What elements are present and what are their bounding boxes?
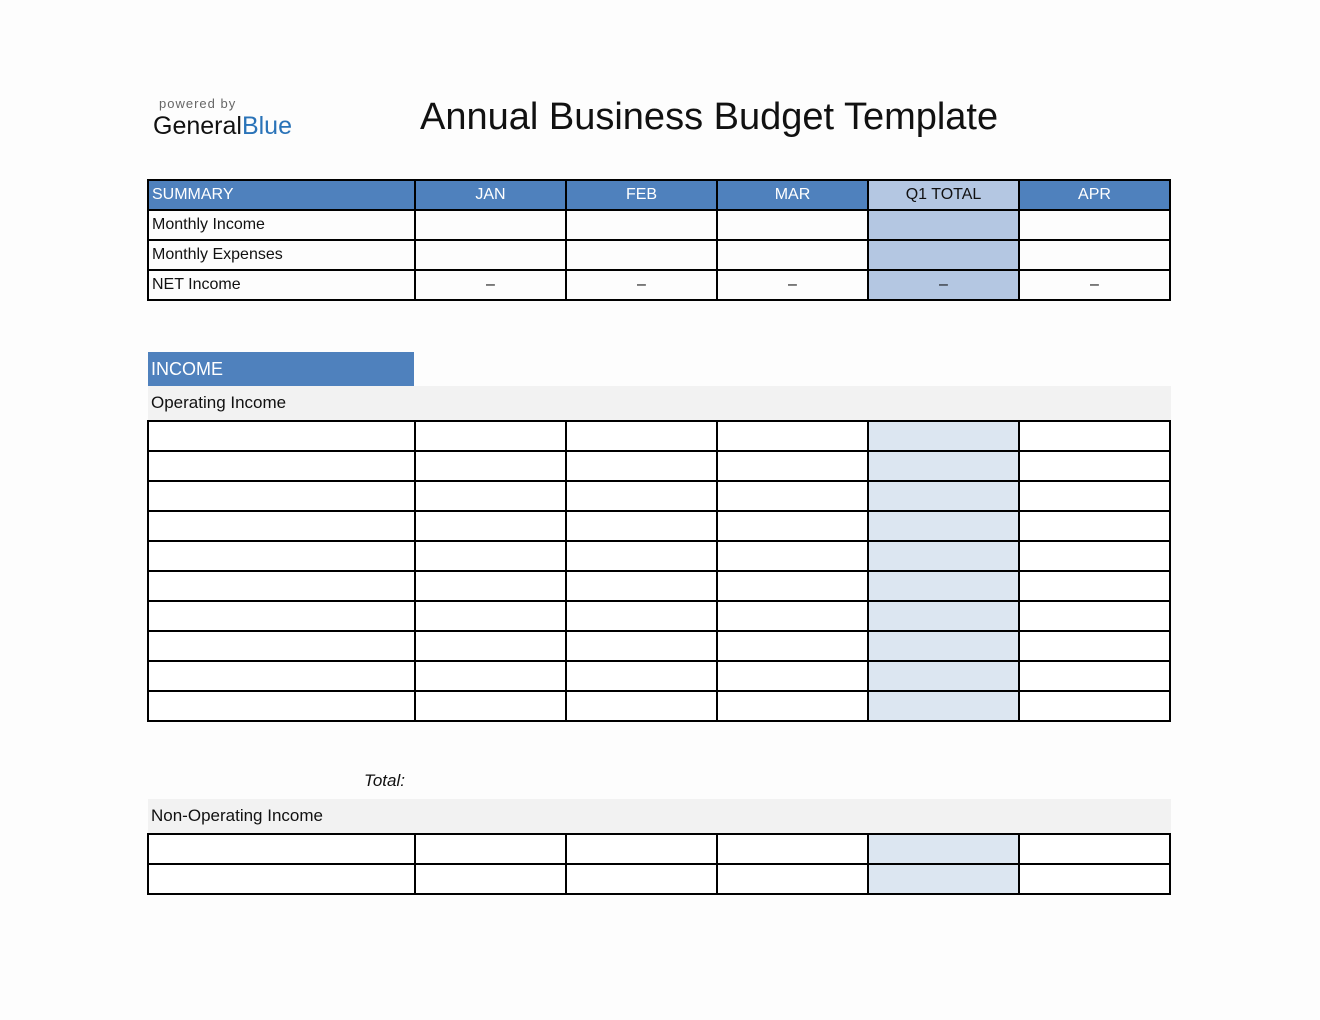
cell-q1-total[interactable]: – [868,270,1019,300]
cell-mar[interactable] [717,601,868,631]
summary-row-monthly-income [148,210,1170,240]
cell-feb[interactable] [566,240,717,270]
cell-apr[interactable] [1019,210,1170,240]
cell-feb[interactable] [566,661,717,691]
cell-jan[interactable] [415,864,566,894]
table-row [148,691,1170,721]
row-label-cell[interactable] [148,691,415,721]
cell-jan[interactable] [415,481,566,511]
cell-feb[interactable] [566,691,717,721]
cell-q1-total[interactable] [868,601,1019,631]
cell-mar[interactable] [717,571,868,601]
brand-general: General [153,112,242,140]
cell-jan[interactable] [415,661,566,691]
header-jan: JAN [415,180,566,210]
cell-mar[interactable]: – [717,270,868,300]
cell-mar[interactable] [717,511,868,541]
cell-q1-total[interactable] [868,571,1019,601]
cell-feb[interactable] [566,481,717,511]
cell-apr[interactable] [1019,541,1170,571]
cell-q1-total[interactable] [868,421,1019,451]
cell-mar[interactable] [717,864,868,894]
summary-table [147,179,1171,301]
table-row [148,571,1170,601]
table-row [148,834,1170,864]
cell-q1-total[interactable] [868,631,1019,661]
cell-mar[interactable] [717,631,868,661]
cell-feb[interactable] [566,210,717,240]
page-title: Annual Business Budget Template [420,96,999,138]
cell-apr[interactable] [1019,601,1170,631]
cell-mar[interactable] [717,421,868,451]
cell-jan[interactable] [415,631,566,661]
cell-jan[interactable] [415,421,566,451]
summary-header: SUMMARY [148,180,415,210]
table-row [148,541,1170,571]
cell-apr[interactable]: – [1019,270,1170,300]
cell-mar[interactable] [717,210,868,240]
non-operating-income-label: Non-Operating Income [148,799,1171,833]
cell-q1-total[interactable] [868,451,1019,481]
table-row [148,421,1170,451]
cell-feb[interactable]: – [566,270,717,300]
cell-apr[interactable] [1019,661,1170,691]
cell-feb[interactable] [566,834,717,864]
cell-feb[interactable] [566,631,717,661]
cell-mar[interactable] [717,481,868,511]
table-row [148,481,1170,511]
cell-mar[interactable] [717,240,868,270]
row-label-cell[interactable] [148,571,415,601]
row-label-cell[interactable] [148,601,415,631]
cell-apr[interactable] [1019,571,1170,601]
cell-jan[interactable]: – [415,270,566,300]
row-label-cell[interactable] [148,864,415,894]
cell-q1-total[interactable] [868,541,1019,571]
operating-income-label: Operating Income [148,386,1171,420]
row-label-cell[interactable] [148,511,415,541]
cell-feb[interactable] [566,571,717,601]
cell-feb[interactable] [566,601,717,631]
cell-mar[interactable] [717,451,868,481]
header-mar: MAR [717,180,868,210]
cell-feb[interactable] [566,511,717,541]
cell-jan[interactable] [415,541,566,571]
row-label: Monthly Expenses [148,240,415,270]
header-q1-total: Q1 TOTAL [868,180,1019,210]
cell-feb[interactable] [566,421,717,451]
table-row [148,864,1170,894]
cell-apr[interactable] [1019,451,1170,481]
cell-q1-total[interactable] [868,240,1019,270]
cell-q1-total[interactable] [868,210,1019,240]
cell-apr[interactable] [1019,421,1170,451]
summary-row-monthly-expenses [148,240,1170,270]
brand-name [153,111,292,141]
cell-q1-total[interactable] [868,691,1019,721]
header-feb: FEB [566,180,717,210]
row-label-cell[interactable] [148,631,415,661]
cell-q1-total[interactable] [868,511,1019,541]
row-label: Monthly Income [148,210,415,240]
table-row [148,601,1170,631]
cell-mar[interactable] [717,661,868,691]
cell-q1-total[interactable] [868,864,1019,894]
generalblue-logo [153,96,292,141]
row-label-cell[interactable] [148,834,415,864]
cell-jan[interactable] [415,210,566,240]
row-label-cell[interactable] [148,661,415,691]
cell-apr[interactable] [1019,834,1170,864]
row-label-cell[interactable] [148,451,415,481]
non-operating-income-table [147,833,1171,895]
summary-header-row [148,180,1170,210]
cell-feb[interactable] [566,541,717,571]
cell-jan[interactable] [415,511,566,541]
cell-jan[interactable] [415,571,566,601]
cell-feb[interactable] [566,451,717,481]
cell-mar[interactable] [717,541,868,571]
cell-apr[interactable] [1019,864,1170,894]
operating-total-label: Total: [364,771,405,790]
cell-q1-total[interactable] [868,661,1019,691]
cell-jan[interactable] [415,691,566,721]
cell-apr[interactable] [1019,691,1170,721]
cell-apr[interactable] [1019,240,1170,270]
cell-jan[interactable] [415,240,566,270]
cell-mar[interactable] [717,691,868,721]
cell-q1-total[interactable] [868,834,1019,864]
cell-jan[interactable] [415,834,566,864]
cell-q1-total[interactable] [868,481,1019,511]
brand-blue: Blue [241,112,292,140]
cell-mar[interactable] [717,834,868,864]
table-row [148,631,1170,661]
row-label-cell[interactable] [148,541,415,571]
summary-row-net-income [148,270,1170,300]
cell-jan[interactable] [415,601,566,631]
header-apr: APR [1019,180,1170,210]
table-row [148,661,1170,691]
row-label-cell[interactable] [148,421,415,451]
cell-apr[interactable] [1019,631,1170,661]
cell-jan[interactable] [415,451,566,481]
income-section-heading: INCOME [148,352,414,386]
table-row [148,511,1170,541]
cell-feb[interactable] [566,864,717,894]
cell-apr[interactable] [1019,511,1170,541]
operating-income-table [147,420,1171,722]
powered-by-text: powered by [159,96,237,111]
row-label-cell[interactable] [148,481,415,511]
cell-apr[interactable] [1019,481,1170,511]
table-row [148,451,1170,481]
row-label: NET Income [148,270,415,300]
